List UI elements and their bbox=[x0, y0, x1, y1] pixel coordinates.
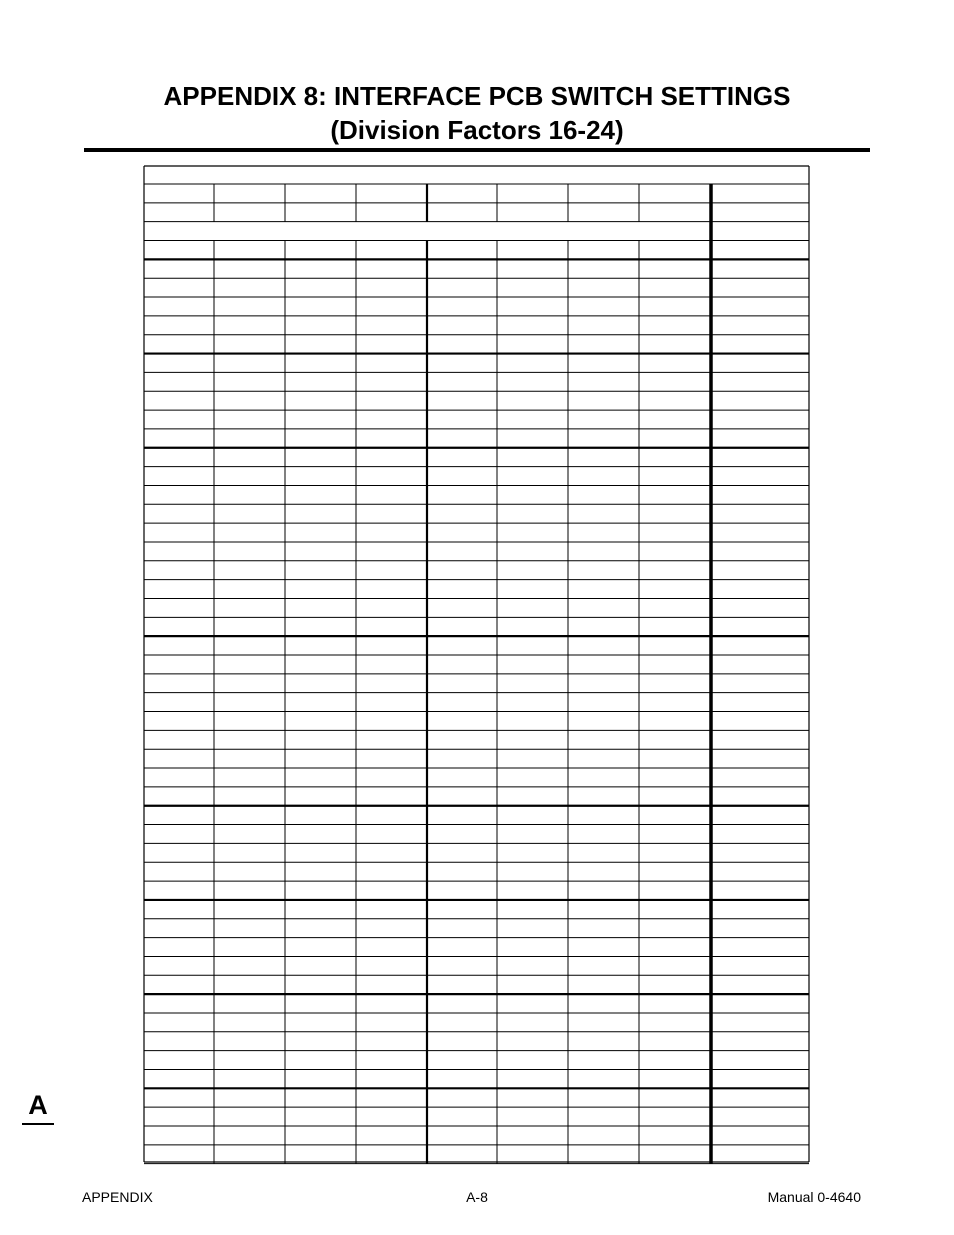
footer-manual-number: Manual 0-4640 bbox=[767, 1189, 861, 1205]
page-title-line-1: APPENDIX 8: INTERFACE PCB SWITCH SETTINGS bbox=[163, 81, 791, 111]
footer-page-number: A-8 bbox=[466, 1189, 488, 1205]
appendix-tab-underline bbox=[22, 1123, 54, 1125]
appendix-tab-letter: A bbox=[28, 1090, 48, 1120]
footer-section: APPENDIX bbox=[82, 1189, 153, 1205]
page-title-line-2: (Division Factors 16-24) bbox=[330, 115, 624, 145]
